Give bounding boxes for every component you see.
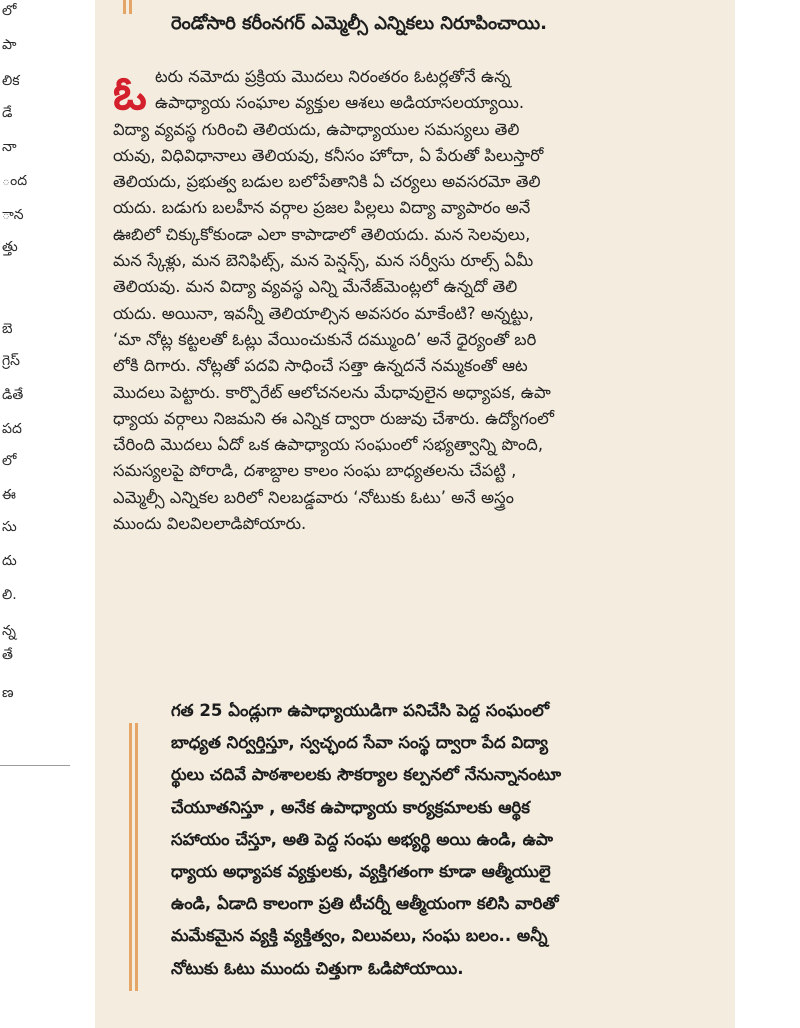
pull-quote-text (171, 695, 701, 985)
neighbor-fragment: లో (2, 453, 17, 469)
pull-quote-line: ర్థులు చదివే పాఠశాలలకు సౌకర్యాల కల్పనలో నేనున్నానంటూ (171, 765, 562, 785)
neighbor-fragment: తే (2, 647, 13, 663)
pull-quote-line: మమేకమైన వ్యక్తి వ్యక్తిత్వం, విలువలు, సంఘ బలం.. అన్నీ (171, 926, 548, 946)
body-line: తెలియదు, ప్రభుత్వ బడుల బలోపేతానికి ఏ చర్యలు అవసరమో తెలి (113, 172, 541, 192)
pull-quote-line: చేయూతనిస్తూ , అనేక ఉపాధ్యాయ కార్యక్రమాలకు ఆర్థిక (171, 797, 530, 817)
body-line: ఊబిలో చిక్కుకోకుండా ఎలా కాపాడాలో తెలియదు. మన సెలవులు, (113, 224, 531, 244)
body-line: యవు, విధివిధానాలు తెలియవు, కనీసం హోదా, ఏ పేరుతో పిలుస్తారో (113, 145, 544, 165)
pull-quote-line: ధ్యాయ అధ్యాపక వ్యక్తులకు, వ్యక్తిగతంగా కూడా ఆత్మీయులై (171, 861, 551, 881)
neighbor-fragment: ంద (2, 173, 28, 189)
article-body (113, 64, 709, 537)
body-line: తెలియవు. మన విద్యా వ్యవస్థ ఎన్ని మేనేజ్‌మెంట్లలో ఉన్నదో తెలి (113, 277, 518, 297)
body-line: ఎమ్మెల్సీ ఎన్నికల బరిలో నిలబడ్డవారు ‘నోటుకు ఓటు’ అనే అస్త్రం (113, 487, 514, 507)
body-line: ధ్యాయ వర్గాలు నిజమని ఈ ఎన్నిక ద్వారా రుజువు చేశారు. ఉద్యోగంలో (113, 408, 554, 428)
drop-cap: ఓ (113, 66, 147, 120)
quote-bar (123, 0, 126, 14)
pull-quote (113, 695, 713, 1015)
pull-quote-line: గత 25 ఏండ్లుగా ఉపాధ్యాయుడిగా పనిచేసి పెద్ద సంఘంలో (171, 701, 550, 720)
neighbor-column (0, 0, 78, 1028)
body-line: విద్యా వ్యవస్థ గురించి తెలియదు, ఉపాధ్యాయుల సమస్యలు తెలి (113, 119, 520, 139)
neighbor-fragment: దు (2, 553, 17, 569)
body-line: సమస్యలపై పోరాడి, దశాబ్దాల కాలం సంఘ బాధ్యతలను చేపట్టి , (113, 461, 517, 481)
neighbor-fragment: పద (2, 421, 22, 437)
body-line: మొదలు పెట్టారు. కార్పొరేట్ ఆలోచనలను మేధావులైన అధ్యాపక, ఉపా (113, 382, 551, 402)
column-divider (0, 765, 70, 766)
neighbor-fragment: లిక (2, 73, 20, 89)
quote-bar (129, 0, 132, 14)
body-line: యదు. అయినా, ఇవన్నీ తెలియాల్సిన అవసరం మాకేంటి? అన్నట్టు, (113, 303, 534, 323)
neighbor-fragment: లి. (2, 587, 17, 603)
article-panel (95, 0, 735, 1028)
neighbor-fragment: నా (2, 139, 17, 155)
neighbor-fragment: ణ (2, 685, 14, 701)
neighbor-fragment: పా (2, 37, 17, 53)
pull-quote-line: నోటుకు ఓటు ముందు చిత్తుగా ఓడిపోయాయి. (171, 958, 464, 978)
neighbor-fragment: డితే (2, 387, 24, 403)
pull-quote-line: బాధ్యత నిర్వర్తిస్తూ, స్వచ్ఛంద సేవా సంస్థ ద్వారా పేద విద్యా (171, 733, 548, 753)
neighbor-fragment: ాన (2, 207, 24, 223)
neighbor-fragment: లో (2, 3, 17, 19)
pull-quote-line: సహాయం చేస్తూ, అతి పెద్ద సంఘ అభ్యర్థి అయి ఉండి, ఉపా (171, 829, 553, 849)
quote-bar (135, 723, 138, 991)
neighbor-fragment: డే (2, 105, 13, 121)
body-line: లోకి దిగారు. నోట్లతో పదవి సాధించే సత్తా ఉన్నదనే నమ్మకంతో ఆట (113, 356, 528, 376)
body-line: చేరింది మొదలు ఏదో ఒక ఉపాధ్యాయ సంఘంలో సభ్యత్వాన్ని పొంది, (113, 435, 544, 455)
quote-bar (129, 723, 132, 991)
top-quote-text: రెండోసారి కరీంనగర్ ఎమ్మెల్సీ ఎన్నికలు నిరూపించాయి. (171, 13, 547, 34)
body-line: ఉపాధ్యాయ సంఘాల వ్యక్తుల ఆశలు అడియాసలయ్యాయి. (155, 93, 525, 113)
neighbor-fragment: న్న (2, 623, 16, 639)
body-line: ‘మా నోట్ల కట్టలతో ఓట్లు వేయించుకునే దమ్ముంది’ అనే ధైర్యంతో బరి (113, 329, 537, 349)
body-line: యదు. బడుగు బలహీన వర్గాల ప్రజల పిల్లలు విద్యా వ్యాపారం అనే (113, 198, 531, 218)
pull-quote-line: ఉండి, ఏడాది కాలంగా ప్రతి టీచర్నీ ఆత్మీయంగా కలిసి వారితో (171, 894, 559, 914)
top-quote (113, 0, 713, 50)
neighbor-fragment: త్తు (2, 239, 18, 255)
neighbor-fragment: బె (2, 321, 13, 337)
neighbor-fragment: ఈ (2, 487, 16, 503)
body-line: ముందు విలవిలలాడిపోయారు. (113, 514, 307, 534)
neighbor-fragment: సు (2, 519, 17, 535)
neighbor-fragment: గ్రెస్ (2, 353, 20, 369)
body-line: టరు నమోదు ప్రక్రియ మొదలు నిరంతరం ఓటర్లతోనే ఉన్న (155, 67, 511, 86)
body-line: మన స్కేళ్లు, మన బెనిఫిట్స్, మన పెన్షన్స్, మన సర్వీసు రూల్స్ ఏమీ (113, 251, 534, 271)
